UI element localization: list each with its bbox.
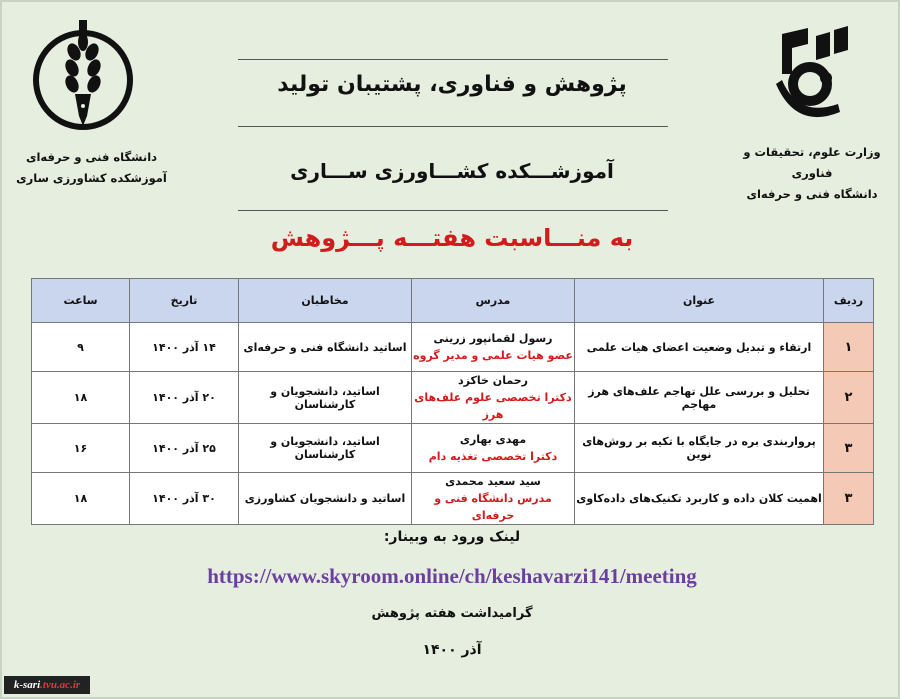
session-title: تحلیل و بررسی علل تهاجم علف‌های هرز مهاجم xyxy=(575,372,824,424)
audience: اساتید دانشگاه فنی و حرفه‌ای xyxy=(239,323,412,372)
webinar-label: لینک ورود به وبینار: xyxy=(383,529,521,545)
teacher-cell xyxy=(412,424,575,473)
row-number: ۱ xyxy=(824,323,874,372)
session-date: ۱۴ آذر ۱۴۰۰ xyxy=(130,323,239,372)
divider-bottom xyxy=(238,210,668,211)
slogan-title: پژوهش و فناوری، پشتیبان تولید xyxy=(277,72,627,97)
teacher-name: مهدی بهاری xyxy=(459,433,527,446)
audience: اساتید، دانشجویان و کارشناسان xyxy=(239,372,412,424)
teacher-role: دکترا تخصصی تغذیه دام xyxy=(428,450,558,463)
audience: اساتید، دانشجویان و کارشناسان xyxy=(239,424,412,473)
session-time: ۱۶ xyxy=(32,424,130,473)
teacher-cell xyxy=(412,372,575,424)
institution-right-line1: وزارت علوم، تحقیقات و فناوری xyxy=(743,145,881,180)
institution-left-line2: آموزشکده کشاورزی ساری xyxy=(16,171,167,185)
occasion-title: به منـــاسبت هفتـــه پـــژوهش xyxy=(270,224,634,252)
header-row-number: ردیف xyxy=(824,279,874,323)
session-date: ۳۰ آذر ۱۴۰۰ xyxy=(130,473,239,525)
session-time: ۹ xyxy=(32,323,130,372)
session-time: ۱۸ xyxy=(32,473,130,525)
session-date: ۲۵ آذر ۱۴۰۰ xyxy=(130,424,239,473)
header-title: عنوان xyxy=(575,279,824,323)
table-row xyxy=(32,473,874,525)
session-title: ارتقاء و تبدیل وضعیت اعضای هیات علمی xyxy=(575,323,824,372)
table-row xyxy=(32,372,874,424)
session-date: ۲۰ آذر ۱۴۰۰ xyxy=(130,372,239,424)
session-title: اهمیت کلان داده و کاربرد تکنیک‌های داده‌کاوی xyxy=(575,473,824,525)
table-header-row xyxy=(32,279,874,323)
divider-middle xyxy=(238,126,668,127)
teacher-role: عضو هیات علمی و مدیر گروه xyxy=(413,349,573,362)
audience: اساتید و دانشجویان کشاورزی xyxy=(239,473,412,525)
divider-top xyxy=(238,59,668,60)
footer-event: گرامیداشت هفته پژوهش xyxy=(371,606,533,621)
footer-date: آذر ۱۴۰۰ xyxy=(422,642,482,658)
teacher-name: رسول لقمانپور زرینی xyxy=(433,332,553,345)
header-audience: مخاطبان xyxy=(239,279,412,323)
teacher-cell xyxy=(412,323,575,372)
teacher-cell xyxy=(412,473,575,525)
institution-left-line1: دانشگاه فنی و حرفه‌ای xyxy=(25,150,158,164)
institute-title: آموزشـــکده کشـــاورزی ســـاری xyxy=(290,159,614,183)
teacher-name: رحمان خاکزد xyxy=(458,374,528,387)
row-number: ۳ xyxy=(824,424,874,473)
header-time: ساعت xyxy=(32,279,130,323)
webinar-link[interactable]: https://www.skyroom.online/ch/keshavarzi141/meeting xyxy=(207,564,697,588)
teacher-role: مدرس دانشگاه فنی و حرفه‌ای xyxy=(434,492,552,522)
teacher-role: دکترا تخصصی علوم علف‌های هرز xyxy=(414,391,572,421)
row-number: ۲ xyxy=(824,372,874,424)
teacher-name: سید سعید محمدی xyxy=(445,475,541,488)
table-row xyxy=(32,323,874,372)
watermark-suffix: .tvu.ac.ir xyxy=(40,679,81,691)
session-time: ۱۸ xyxy=(32,372,130,424)
table-row xyxy=(32,424,874,473)
row-number: ۳ xyxy=(824,473,874,525)
institution-right-line2: دانشگاه فنی و حرفه‌ای xyxy=(746,187,878,201)
site-watermark xyxy=(4,676,90,694)
schedule-table xyxy=(31,278,874,525)
watermark-prefix: k-sari xyxy=(13,679,41,691)
session-title: پرواربندی بره در جایگاه با تکیه بر روش‌های نوین xyxy=(575,424,824,473)
header-teacher: مدرس xyxy=(412,279,575,323)
header-date: تاریخ xyxy=(130,279,239,323)
